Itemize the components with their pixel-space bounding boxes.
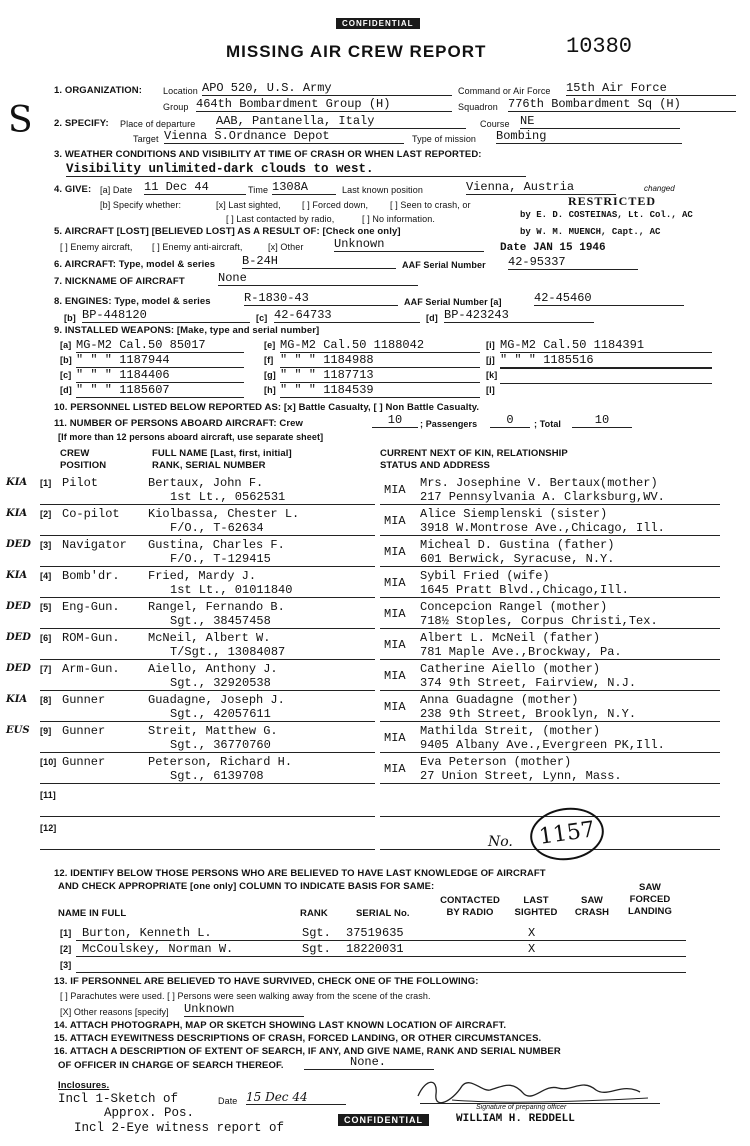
crew-number: [11] bbox=[40, 790, 56, 800]
crew-name: Fried, Mardy J. bbox=[148, 569, 257, 583]
witness-number: [2] bbox=[60, 944, 72, 954]
crew-status-mark: KIA bbox=[6, 570, 28, 581]
s11-passengers: 0 bbox=[490, 413, 530, 428]
s11-total: 10 bbox=[572, 413, 632, 428]
crew-next-of-kin: Sybil Fried (wife) bbox=[420, 569, 550, 583]
footer-date: 15 Dec 44 bbox=[246, 1090, 346, 1105]
witness-rank: Sgt. bbox=[302, 926, 331, 940]
s5-opt-anti-aircraft: [ ] Enemy anti-aircraft, bbox=[152, 242, 243, 252]
crew-status: MIA bbox=[384, 483, 406, 497]
weapon-value: " " " 1184406 bbox=[76, 368, 244, 383]
report-number: 10380 bbox=[566, 34, 633, 59]
crew-status: MIA bbox=[384, 762, 406, 776]
s12-label-1: 12. IDENTIFY BELOW THOSE PERSONS WHO ARE BELIEVED TO HAVE LAST KNOWLEDGE OF AIRCRAFT bbox=[54, 868, 546, 879]
crew-name: McNeil, Albert W. bbox=[148, 631, 271, 645]
s11-crew: 10 bbox=[372, 413, 418, 428]
weapon-value: MG-M2 Cal.50 85017 bbox=[76, 338, 244, 353]
weapon-label: [k] bbox=[486, 370, 498, 380]
s3-label: 3. WEATHER CONDITIONS AND VISIBILITY AT TIME OF CRASH OR WHEN LAST REPORTED: bbox=[54, 149, 482, 160]
crew-next-of-kin: Concepcion Rangel (mother) bbox=[420, 600, 608, 614]
stamp-line2: by W. M. MUENCH, Capt., AC bbox=[520, 227, 661, 237]
crew-name: Gustina, Charles F. bbox=[148, 538, 285, 552]
crew-rank-serial: Sgt., 36770760 bbox=[170, 738, 271, 752]
s12-col-crash: SAW CRASH bbox=[574, 895, 610, 918]
crew-row-rule bbox=[380, 504, 720, 505]
crew-position: Eng-Gun. bbox=[62, 600, 120, 614]
s4-position: Vienna, Austria bbox=[466, 180, 616, 195]
crew-rank-serial: T/Sgt., 13084087 bbox=[170, 645, 286, 659]
crew-row-rule bbox=[380, 597, 720, 598]
crew-number: [3] bbox=[40, 540, 52, 550]
crew-status-mark: DED bbox=[6, 539, 31, 550]
crew-header-name-b: RANK, SERIAL NUMBER bbox=[152, 460, 266, 471]
officer-signature bbox=[412, 1072, 662, 1106]
s4-label: 4. GIVE: bbox=[54, 184, 92, 195]
s12-label-2: AND CHECK APPROPRIATE [one only] COLUMN TO INDICATE BASIS FOR SAME: bbox=[58, 881, 435, 892]
weapon-value: " " " 1185607 bbox=[76, 383, 244, 398]
weapon-value: " " " 1187944 bbox=[76, 353, 244, 368]
witness-last-sighted-mark: X bbox=[528, 942, 536, 956]
weapon-value bbox=[500, 383, 712, 384]
crew-number: [4] bbox=[40, 571, 52, 581]
s1-group-label: Group bbox=[163, 102, 189, 112]
crew-address: 374 9th Street, Fairview, N.J. bbox=[420, 676, 637, 690]
weapon-label: [e] bbox=[264, 340, 276, 350]
s9-label: 9. INSTALLED WEAPONS: [Make, type and serial number] bbox=[54, 325, 320, 336]
crew-name: Guadagne, Joseph J. bbox=[148, 693, 285, 707]
s2-mission-label: Type of mission bbox=[412, 134, 477, 144]
crew-rank-serial: Sgt., 32920538 bbox=[170, 676, 271, 690]
crew-name: Kiolbassa, Chester L. bbox=[148, 507, 300, 521]
stamp-restricted: RESTRICTED bbox=[568, 194, 657, 208]
crew-status: MIA bbox=[384, 514, 406, 528]
s2-target-label: Target bbox=[133, 134, 159, 144]
s2-mission: Bombing bbox=[496, 129, 682, 144]
s16-label-2: OF OFFICER IN CHARGE OF SEARCH THEREOF. bbox=[58, 1060, 284, 1071]
crew-status-mark: DED bbox=[6, 632, 31, 643]
crew-row-rule bbox=[380, 752, 720, 753]
crew-rank-serial: 1st Lt., 01011840 bbox=[170, 583, 293, 597]
s1-location-label: Location bbox=[163, 86, 198, 96]
crew-header-kin-a: CURRENT NEXT OF KIN, RELATIONSHIP bbox=[380, 448, 568, 459]
crew-name: Peterson, Richard H. bbox=[148, 755, 293, 769]
crew-number: [1] bbox=[40, 478, 52, 488]
s2-course-label: Course bbox=[480, 119, 510, 129]
crew-header-name-a: FULL NAME [Last, first, initial] bbox=[152, 448, 292, 459]
crew-header-position-b: POSITION bbox=[60, 460, 107, 471]
s4-opt-radio: [ ] Last contacted by radio, bbox=[226, 214, 335, 224]
weapon-label: [d] bbox=[60, 385, 72, 395]
s7-label: 7. NICKNAME OF AIRCRAFT bbox=[54, 276, 185, 287]
crew-status: MIA bbox=[384, 669, 406, 683]
weapon-label: [c] bbox=[60, 370, 72, 380]
footer-signature-label: Signature of preparing officer bbox=[476, 1104, 567, 1111]
crew-number: [2] bbox=[40, 509, 52, 519]
crew-next-of-kin: Alice Siemplenski (sister) bbox=[420, 507, 608, 521]
s4-opt-forced-down: [ ] Forced down, bbox=[302, 200, 369, 210]
crew-row-rule bbox=[40, 597, 375, 598]
s11-total-label: ; Total bbox=[534, 419, 562, 429]
crew-row-rule bbox=[40, 535, 375, 536]
footer-officer-name: WILLIAM H. REDDELL bbox=[456, 1113, 575, 1125]
s8-type: R-1830-43 bbox=[244, 291, 398, 306]
crew-address: 718½ Stoples, Corpus Christi,Tex. bbox=[420, 614, 658, 628]
handwritten-no-label: No. bbox=[488, 834, 513, 850]
crew-position: Arm-Gun. bbox=[62, 662, 120, 676]
crew-row-rule bbox=[40, 566, 375, 567]
crew-header-kin-b: STATUS AND ADDRESS bbox=[380, 460, 490, 471]
s12-col-name: NAME IN FULL bbox=[58, 908, 127, 919]
s8-d: BP-423243 bbox=[444, 308, 594, 323]
weapon-label: [f] bbox=[264, 355, 274, 365]
crew-next-of-kin: Eva Peterson (mother) bbox=[420, 755, 572, 769]
crew-status: MIA bbox=[384, 700, 406, 714]
s8-b: BP-448120 bbox=[82, 308, 250, 323]
s1-squadron-label: Squadron bbox=[458, 102, 498, 112]
s4-time: 1308A bbox=[272, 180, 336, 195]
crew-status-mark: DED bbox=[6, 601, 31, 612]
crew-rank-serial: F/O., T-129415 bbox=[170, 552, 271, 566]
crew-next-of-kin: Micheal D. Gustina (father) bbox=[420, 538, 615, 552]
crew-row-rule bbox=[40, 816, 375, 817]
weapon-value: MG-M2 Cal.50 1184391 bbox=[500, 338, 712, 353]
weapon-value: " " " 1184988 bbox=[280, 353, 480, 368]
s4-opt-last-sighted: [x] Last sighted, bbox=[216, 200, 281, 210]
s4-opt-seen-crash: [ ] Seen to crash, or bbox=[390, 200, 471, 210]
witness-name: McCoulskey, Norman W. bbox=[82, 942, 234, 956]
witness-row-rule bbox=[76, 972, 686, 973]
s2-target: Vienna S.Ordnance Depot bbox=[164, 129, 404, 144]
crew-row-rule bbox=[380, 659, 720, 660]
weapon-label: [l] bbox=[486, 385, 495, 395]
s2-departure-label: Place of departure bbox=[120, 119, 196, 129]
s5-opt-enemy-aircraft: [ ] Enemy aircraft, bbox=[60, 242, 133, 252]
s1-group: 464th Bombardment Group (H) bbox=[196, 97, 452, 112]
crew-next-of-kin: Mathilda Streit, (mother) bbox=[420, 724, 601, 738]
s7-value: None bbox=[218, 271, 418, 286]
crew-address: 9405 Albany Ave.,Evergreen PK,Ill. bbox=[420, 738, 665, 752]
weapon-label: [h] bbox=[264, 385, 276, 395]
crew-position: ROM-Gun. bbox=[62, 631, 120, 645]
crew-status: MIA bbox=[384, 545, 406, 559]
crew-row-rule bbox=[40, 628, 375, 629]
crew-name: Bertaux, John F. bbox=[148, 476, 264, 490]
witness-number: [1] bbox=[60, 928, 72, 938]
crew-position: Pilot bbox=[62, 476, 99, 490]
weapon-label: [g] bbox=[264, 370, 276, 380]
s13-label: 13. IF PERSONNEL ARE BELIEVED TO HAVE SURVIVED, CHECK ONE OF THE FOLLOWING: bbox=[54, 976, 479, 987]
s4-date-label: [a] Date bbox=[100, 185, 133, 195]
s12-col-sighted: LAST SIGHTED bbox=[514, 895, 558, 918]
s4-specify-label: [b] Specify whether: bbox=[100, 200, 182, 210]
crew-address: 217 Pennsylvania A. Clarksburg,WV. bbox=[420, 490, 665, 504]
weapon-label: [j] bbox=[486, 355, 495, 365]
s1-squadron: 776th Bombardment Sq (H) bbox=[508, 97, 736, 112]
footer-date-label: Date bbox=[218, 1096, 238, 1106]
crew-status: MIA bbox=[384, 576, 406, 590]
confidential-stamp-bottom: CONFIDENTIAL bbox=[338, 1114, 429, 1126]
witness-row-rule bbox=[76, 940, 686, 941]
crew-position: Gunner bbox=[62, 693, 106, 707]
crew-address: 601 Berwick, Syracuse, N.Y. bbox=[420, 552, 615, 566]
weapon-label: [b] bbox=[60, 355, 72, 365]
s8-b-label: [b] bbox=[64, 313, 76, 323]
stamp-line1: by E. D. COSTEINAS, Lt. Col., AC bbox=[520, 210, 693, 220]
s10-label: 10. PERSONNEL LISTED BELOW REPORTED AS: [x] Battle Casualty, [ ] Non Battle Casualty. bbox=[54, 402, 480, 413]
crew-next-of-kin: Albert L. McNeil (father) bbox=[420, 631, 601, 645]
crew-number: [9] bbox=[40, 726, 52, 736]
s2-label: 2. SPECIFY: bbox=[54, 118, 109, 129]
crew-status-mark: KIA bbox=[6, 477, 28, 488]
weapon-value: " " " 1184539 bbox=[280, 383, 480, 398]
weapon-value: " " " 1187713 bbox=[280, 368, 480, 383]
witness-row-rule bbox=[76, 956, 686, 957]
weapon-value: " " " 1185516 bbox=[500, 353, 712, 368]
crew-row-rule bbox=[40, 690, 375, 691]
crew-number: [7] bbox=[40, 664, 52, 674]
s13-opt-2: [X] Other reasons [specify] bbox=[60, 1007, 169, 1017]
crew-rank-serial: Sgt., 42057611 bbox=[170, 707, 271, 721]
s4-date: 11 Dec 44 bbox=[144, 180, 246, 195]
stamp-date: Date JAN 15 1946 bbox=[500, 242, 606, 254]
s16-value: None. bbox=[304, 1055, 434, 1070]
crew-number: [6] bbox=[40, 633, 52, 643]
handwritten-number-circle: 1157 bbox=[527, 803, 608, 865]
s13-other: Unknown bbox=[184, 1002, 304, 1017]
crew-row-rule bbox=[40, 849, 375, 850]
s8-d-label: [d] bbox=[426, 313, 438, 323]
crew-position: Gunner bbox=[62, 755, 106, 769]
crew-row-rule bbox=[380, 535, 720, 536]
s13-opt-1: [ ] Parachutes were used. [ ] Persons were seen walking away from the scene of the crash. bbox=[60, 991, 431, 1001]
crew-next-of-kin: Catherine Aiello (mother) bbox=[420, 662, 601, 676]
s5-label: 5. AIRCRAFT [LOST] [BELIEVED LOST] AS A RESULT OF: [Check one only] bbox=[54, 226, 401, 237]
crew-address: 238 9th Street, Brooklyn, N.Y. bbox=[420, 707, 637, 721]
s6-serial-label: AAF Serial Number bbox=[402, 260, 486, 270]
s12-col-rank: RANK bbox=[300, 908, 328, 919]
crew-row-rule bbox=[40, 752, 375, 753]
crew-position: Navigator bbox=[62, 538, 127, 552]
witness-number: [3] bbox=[60, 960, 72, 970]
s2-course: NE bbox=[520, 114, 680, 129]
crew-address: 3918 W.Montrose Ave.,Chicago, Ill. bbox=[420, 521, 665, 535]
witness-rank: Sgt. bbox=[302, 942, 331, 956]
s6-serial: 42-95337 bbox=[508, 255, 638, 270]
crew-row-rule bbox=[380, 566, 720, 567]
s16-label-1: 16. ATTACH A DESCRIPTION OF EXTENT OF SEARCH, IF ANY, AND GIVE NAME, RANK AND SERIAL NUMBER bbox=[54, 1046, 561, 1057]
page-title: MISSING AIR CREW REPORT bbox=[226, 42, 487, 61]
crew-row-rule bbox=[380, 721, 720, 722]
weapon-value: MG-M2 Cal.50 1188042 bbox=[280, 338, 480, 353]
crew-number: [5] bbox=[40, 602, 52, 612]
s12-col-radio: CONTACTED BY RADIO bbox=[440, 895, 500, 918]
s3-value: Visibility unlimited-dark clouds to west. bbox=[66, 162, 526, 177]
crew-status: MIA bbox=[384, 731, 406, 745]
crew-row-rule bbox=[380, 628, 720, 629]
crew-status-mark: KIA bbox=[6, 694, 28, 705]
s1-command: 15th Air Force bbox=[566, 81, 736, 96]
crew-status: MIA bbox=[384, 607, 406, 621]
crew-next-of-kin: Mrs. Josephine V. Bertaux(mother) bbox=[420, 476, 658, 490]
margin-mark: S bbox=[8, 100, 33, 141]
crew-address: 27 Union Street, Lynn, Mass. bbox=[420, 769, 622, 783]
footer-incl1b: Approx. Pos. bbox=[104, 1106, 195, 1120]
s12-col-forced: SAW FORCED LANDING bbox=[628, 882, 672, 917]
witness-serial: 37519635 bbox=[346, 926, 404, 940]
crew-row-rule bbox=[380, 783, 720, 784]
s6-label: 6. AIRCRAFT: Type, model & series bbox=[54, 259, 216, 270]
footer-incl2: Incl 2-Eye witness report of bbox=[74, 1121, 285, 1135]
crew-number: [8] bbox=[40, 695, 52, 705]
stamp-changed: changed bbox=[644, 184, 675, 193]
crew-number: [12] bbox=[40, 823, 57, 833]
crew-row-rule bbox=[40, 783, 375, 784]
s5-other-value: Unknown bbox=[334, 237, 484, 252]
witness-last-sighted-mark: X bbox=[528, 926, 536, 940]
s8-c-label: [c] bbox=[256, 313, 268, 323]
s15-label: 15. ATTACH EYEWITNESS DESCRIPTIONS OF CRASH, FORCED LANDING, OR OTHER CIRCUMSTANCES. bbox=[54, 1033, 542, 1044]
weapon-label: [a] bbox=[60, 340, 72, 350]
witness-name: Burton, Kenneth L. bbox=[82, 926, 212, 940]
s5-opt-other: [x] Other bbox=[268, 242, 304, 252]
s8-label: 8. ENGINES: Type, model & series bbox=[54, 296, 211, 307]
crew-name: Streit, Matthew G. bbox=[148, 724, 278, 738]
weapon-value bbox=[500, 368, 712, 369]
crew-header-position-a: CREW bbox=[60, 448, 90, 459]
crew-row-rule bbox=[380, 690, 720, 691]
crew-status-mark: DED bbox=[6, 663, 31, 674]
crew-number: [10] bbox=[40, 757, 57, 767]
crew-next-of-kin: Anna Guadagne (mother) bbox=[420, 693, 579, 707]
s14-label: 14. ATTACH PHOTOGRAPH, MAP OR SKETCH SHOWING LAST KNOWN LOCATION OF AIRCRAFT. bbox=[54, 1020, 507, 1031]
weapon-label: [i] bbox=[486, 340, 495, 350]
crew-position: Gunner bbox=[62, 724, 106, 738]
crew-status: MIA bbox=[384, 638, 406, 652]
crew-position: Co-pilot bbox=[62, 507, 120, 521]
s8-a: 42-45460 bbox=[534, 291, 684, 306]
s1-location: APO 520, U.S. Army bbox=[202, 81, 452, 96]
footer-inclosures: Inclosures. bbox=[58, 1080, 110, 1091]
s1-label: 1. ORGANIZATION: bbox=[54, 85, 142, 96]
crew-position: Bomb'dr. bbox=[62, 569, 120, 583]
crew-rank-serial: Sgt., 6139708 bbox=[170, 769, 264, 783]
crew-status-mark: EUS bbox=[6, 725, 30, 736]
witness-serial: 18220031 bbox=[346, 942, 404, 956]
s11-note: [If more than 12 persons aboard aircraft, use separate sheet] bbox=[58, 432, 324, 442]
s11-label: 11. NUMBER OF PERSONS ABOARD AIRCRAFT: Crew bbox=[54, 418, 304, 429]
crew-row-rule bbox=[40, 721, 375, 722]
footer-incl1: Incl 1-Sketch of bbox=[58, 1092, 179, 1106]
crew-rank-serial: F/O., T-62634 bbox=[170, 521, 264, 535]
crew-address: 1645 Pratt Blvd.,Chicago,Ill. bbox=[420, 583, 629, 597]
s1-command-label: Command or Air Force bbox=[458, 86, 551, 96]
s4-time-label: Time bbox=[248, 185, 269, 195]
s4-position-label: Last known position bbox=[342, 185, 423, 195]
s4-opt-no-info: [ ] No information. bbox=[362, 214, 435, 224]
crew-name: Rangel, Fernando B. bbox=[148, 600, 285, 614]
s8-serial-label: AAF Serial Number [a] bbox=[404, 297, 502, 307]
crew-name: Aiello, Anthony J. bbox=[148, 662, 278, 676]
crew-status-mark: KIA bbox=[6, 508, 28, 519]
s12-col-serial: SERIAL No. bbox=[356, 908, 410, 919]
crew-rank-serial: 1st Lt., 0562531 bbox=[170, 490, 286, 504]
crew-row-rule bbox=[40, 659, 375, 660]
crew-address: 781 Maple Ave.,Brockway, Pa. bbox=[420, 645, 622, 659]
crew-row-rule bbox=[40, 504, 375, 505]
s8-c: 42-64733 bbox=[274, 308, 420, 323]
s2-departure: AAB, Pantanella, Italy bbox=[216, 114, 466, 129]
s11-passengers-label: ; Passengers bbox=[420, 419, 478, 429]
crew-rank-serial: Sgt., 38457458 bbox=[170, 614, 271, 628]
confidential-stamp-top: CONFIDENTIAL bbox=[336, 18, 420, 29]
s6-type: B-24H bbox=[242, 254, 396, 269]
